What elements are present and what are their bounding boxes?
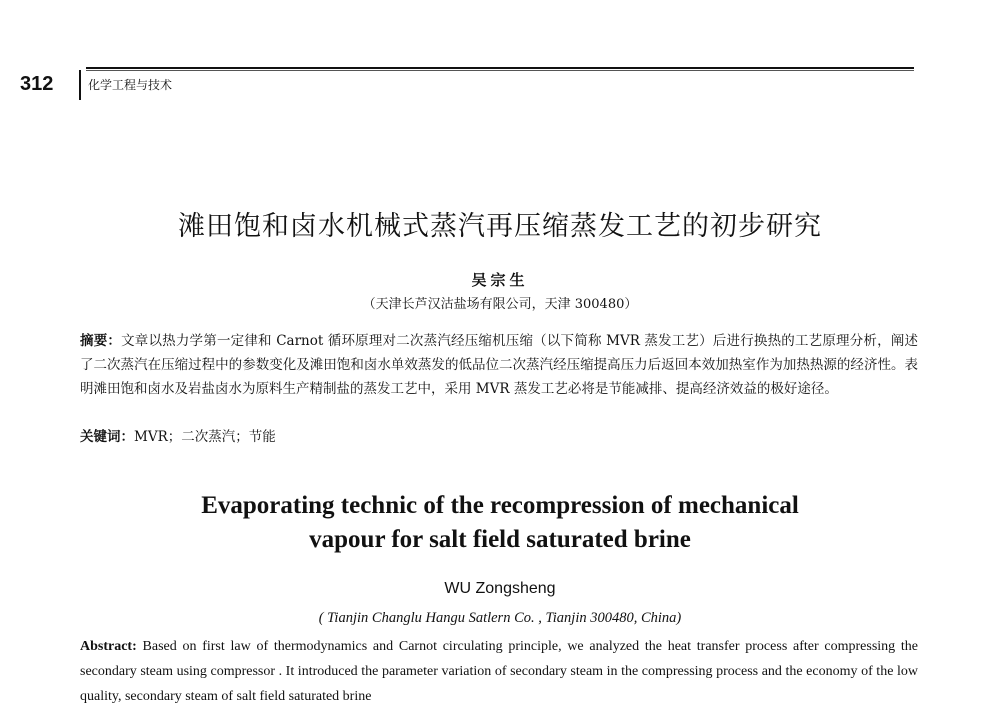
english-abstract-label: Abstract: [80,639,137,654]
header-rule-thin [86,70,914,71]
english-abstract [80,634,918,709]
journal-name: 化学工程与技术 [88,78,173,92]
chinese-keywords-label: 关键词： [80,429,134,445]
header-rule [86,67,914,69]
chinese-affiliation: （天津长芦汉沽盐场有限公司，天津 300480） [362,297,638,312]
chinese-keywords-text: MVR；二次蒸汽；节能 [134,429,276,445]
english-title [0,489,1000,557]
chinese-author: 吴宗生 [471,271,529,289]
chinese-abstract [80,329,918,401]
header-divider [79,70,81,100]
english-author: WU Zongsheng [444,580,556,597]
chinese-title: 滩田饱和卤水机械式蒸汽再压缩蒸发工艺的初步研究 [178,211,822,242]
chinese-abstract-label: 摘要： [80,333,122,349]
chinese-abstract-text: 文章以热力学第一定律和 Carnot 循环原理对二次蒸汽经压缩机压缩（以下简称 MVR 蒸发工艺）后进行换热的工艺原理分析，阐述了二次蒸汽在压缩过程中的参数变化及滩田饱和卤水单效蒸发的低品位二次蒸汽经压缩提高压力后返回本效加热室作为加热热源的经济性。表明滩田饱和卤水及岩盐卤水为原料生产精制盐的蒸发工艺中，采用 MVR 蒸发工艺必将是节能减排、提高经济效益的极好途径。 [80,333,919,397]
chinese-keywords [80,426,276,448]
english-abstract-text: Based on first law of thermodynamics and Carnot circulating principle, we analyzed the heat transfer process after compressing the secondary steam using compressor . It introduced the parameter variation of secondary steam in the compressing process and the economy of the low quality, secondary steam of salt field saturated brine [80,639,918,704]
page-number: 312 [20,73,54,95]
english-title-line1: Evaporating technic of the recompression of mechanical [201,492,799,519]
english-title-line2: vapour for salt field saturated brine [309,526,691,553]
english-affiliation: ( Tianjin Changlu Hangu Satlern Co. , Tianjin 300480, China) [318,610,682,626]
